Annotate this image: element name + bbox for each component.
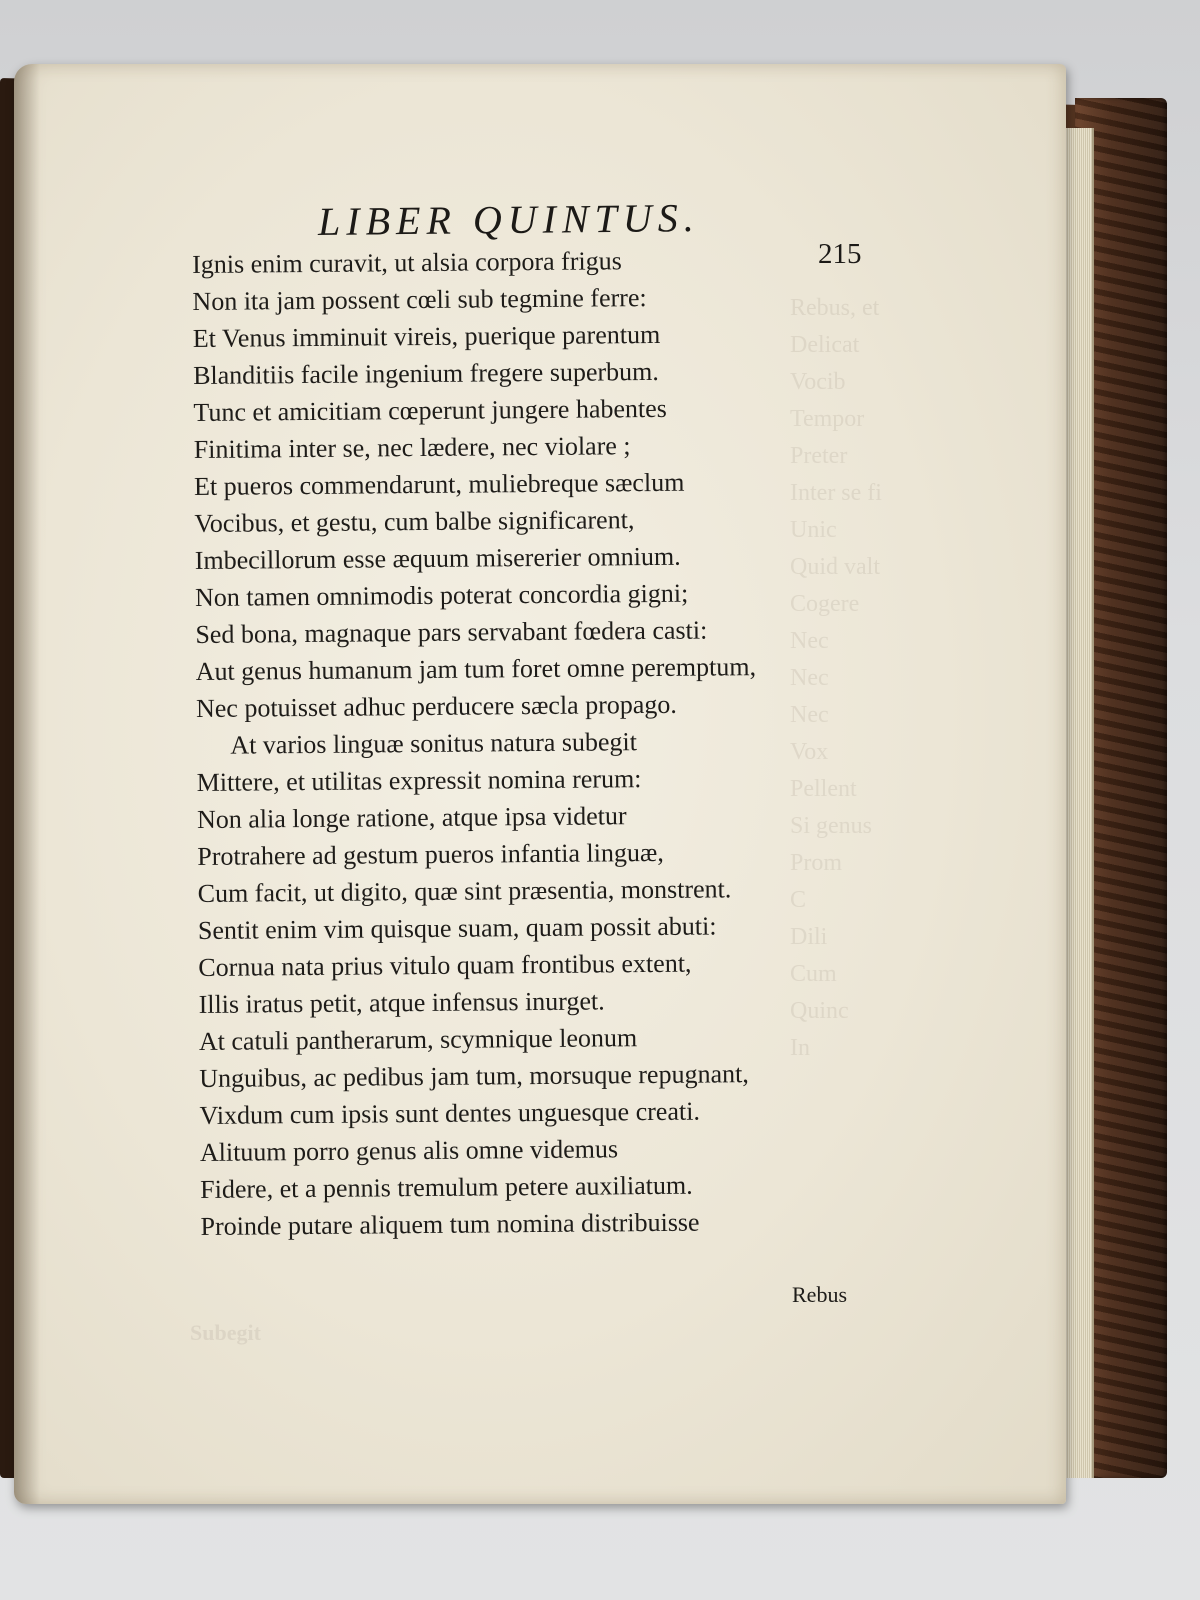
verse-line: Mittere, et utilitas expressit nomina rerum: xyxy=(196,764,642,797)
running-head: LIBER QUINTUS. xyxy=(317,195,701,244)
verse-line: Et pueros commendarunt, muliebreque sæclum xyxy=(193,467,685,501)
verse-line: Aut genus humanum jam tum foret omne peremptum, xyxy=(195,652,757,686)
verse-line: Vixdum cum ipsis sunt dentes unguesque creati. xyxy=(199,1096,700,1130)
catchword: Rebus xyxy=(792,1282,847,1307)
verse-line: Non alia longe ratione, atque ipsa videtur xyxy=(196,801,627,834)
verse-line: Finitima inter se, nec lædere, nec violare ; xyxy=(193,431,631,464)
verse-line: Tunc et amicitiam cœperunt jungere habentes xyxy=(193,393,667,427)
verse-line: Alituum porro genus alis omne videmus xyxy=(199,1134,619,1167)
verse-text xyxy=(192,240,881,1245)
verse-line: Proinde putare aliquem tum nomina distribuisse xyxy=(200,1207,700,1241)
page-number: 215 xyxy=(818,238,862,270)
verse-line: Nec potuisset adhuc perducere sæcla propago. xyxy=(195,689,677,723)
verse-line: Illis iratus petit, atque infensus inurget. xyxy=(198,986,605,1019)
verse-line: Ignis enim curavit, ut alsia corpora frigus xyxy=(192,246,622,279)
verse-line: Vocibus, et gestu, cum balbe significarent, xyxy=(194,505,635,538)
verse-line: Blanditiis facile ingenium fregere superbum. xyxy=(193,356,659,390)
verse-line: Non tamen omnimodis poterat concordia gigni; xyxy=(194,578,689,612)
gutter-shadow xyxy=(14,64,40,1504)
verse-line-indented: At varios linguæ sonitus natura subegit xyxy=(230,727,638,760)
verse-line: Cum facit, ut digito, quæ sint præsentia, monstrent. xyxy=(197,874,732,908)
verse-line: Sed bona, magnaque pars servabant fœdera casti: xyxy=(195,615,708,649)
verse-line: Unguibus, ac pedibus jam tum, morsuque repugnant, xyxy=(199,1059,749,1093)
verse-line: Fidere, et a pennis tremulum petere auxiliatum. xyxy=(200,1170,693,1204)
verse-line: At catuli pantherarum, scymnique leonum xyxy=(198,1023,638,1056)
verse-line: Imbecillorum esse æquum misererier omnium. xyxy=(194,541,681,575)
verse-line: Cornua nata prius vitulo quam frontibus extent, xyxy=(198,948,692,982)
verse-line: Non ita jam possent cœli sub tegmine ferre: xyxy=(192,283,647,316)
verse-line: Sentit enim vim quisque suam, quam possit abuti: xyxy=(197,911,717,945)
verse-line: Et Venus imminuit vireis, puerique parentum xyxy=(192,319,661,353)
show-through-catchword: Subegit xyxy=(190,1320,261,1345)
verse-line: Protrahere ad gestum pueros infantia linguæ, xyxy=(197,837,664,871)
